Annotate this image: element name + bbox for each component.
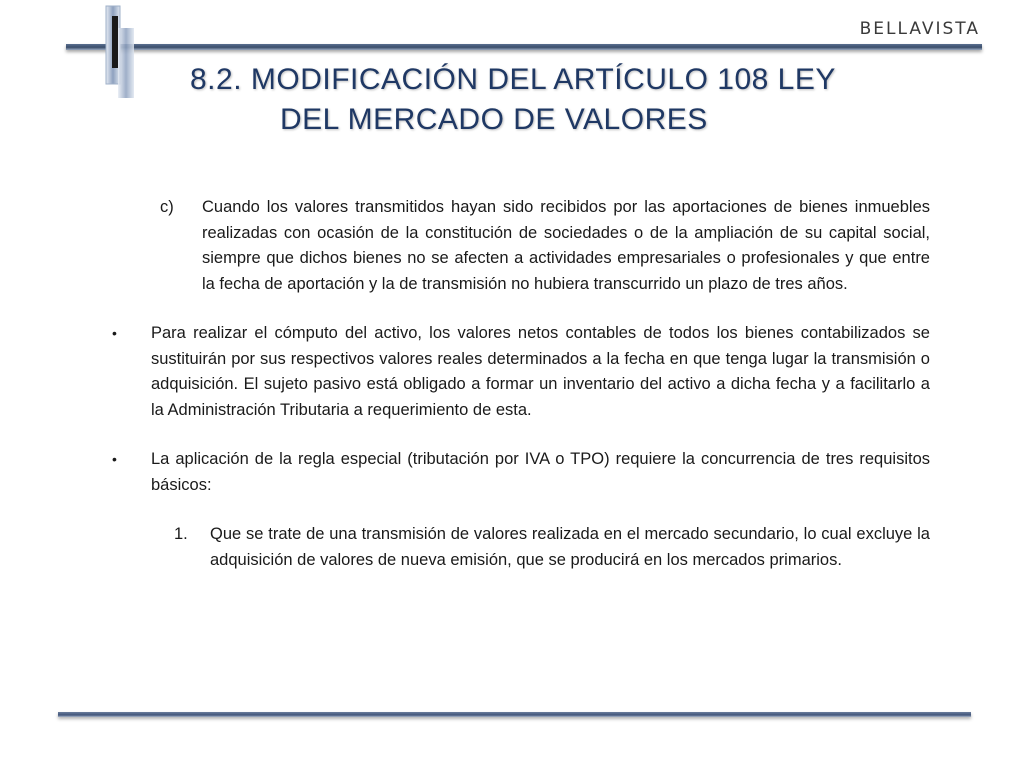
bellavista-logo-icon (88, 2, 140, 102)
bullet-icon: • (112, 325, 117, 341)
title-line-1: 8.2. MODIFICACIÓN DEL ARTÍCULO 108 LEY (190, 63, 836, 96)
list-item-c (112, 195, 930, 297)
bottom-divider (58, 712, 971, 717)
numbered-item-1 (112, 522, 930, 573)
title-line-2: DEL MERCADO DE VALORES (280, 103, 708, 136)
top-divider (66, 44, 982, 50)
numbered-item-1-text: Que se trate de una transmisión de valores realizada en el mercado secundario, lo cual excluye la adquisición de valores de nueva emisión, que se producirá en los mercados primarios. (210, 525, 930, 569)
list-item-c-text: Cuando los valores transmitidos hayan sido recibidos por las aportaciones de bienes inmuebles realizadas con ocasión de la constitución de sociedades o de la ampliación de su capital social, siempre que dichos bienes no se afecten a actividades empresariales o profesionales y que entre la fecha de aportación y la de transmisión no hubiera transcurrido un plazo de tres años. (202, 198, 930, 293)
bullet-item-2-text: La aplicación de la regla especial (tributación por IVA o TPO) requiere la concurrencia de tres requisitos básicos: (151, 450, 930, 494)
bullet-item-2 (112, 447, 930, 498)
bullet-item-1 (112, 321, 930, 423)
numbered-marker-1: 1. (174, 525, 188, 543)
page-title (190, 60, 950, 140)
list-marker-c: c) (160, 198, 174, 216)
brand-name: BELLAVISTA (859, 19, 980, 39)
slide-body (112, 195, 930, 597)
bullet-item-1-text: Para realizar el cómputo del activo, los valores netos contables de todos los bienes contabilizados se sustituirán por sus respectivos valores reales determinados a la fecha en que tenga lugar la transmisión o adquisición. El sujeto pasivo está obligado a formar un inventario del activo a dicha fecha y a facilitarlo a la Administración Tributaria a requerimiento de esta. (151, 324, 930, 419)
bullet-icon: • (112, 451, 117, 467)
